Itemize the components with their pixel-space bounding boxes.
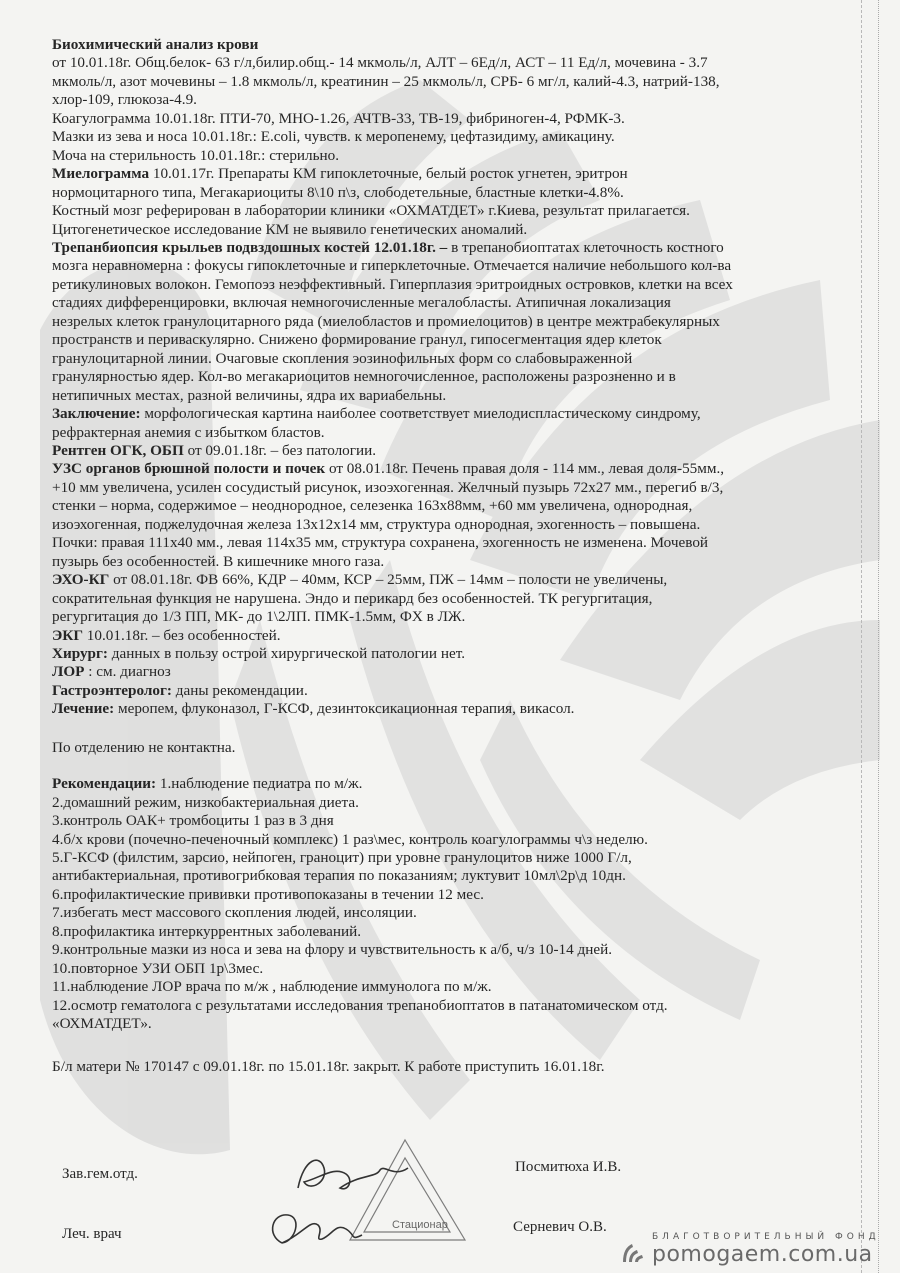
document-line bbox=[52, 997, 822, 1015]
document-line bbox=[52, 904, 822, 922]
line-text: Мазки из зева и носа 10.01.18г.: E.coli, чувств. к меропенему, цефтазидиму, амикацину. bbox=[52, 128, 615, 146]
line-heading: Лечение: bbox=[52, 700, 115, 718]
line-text: 10.01.18г. – без особенностей. bbox=[82, 626, 281, 644]
attending-doctor-name: Серневич О.В. bbox=[513, 1219, 607, 1235]
line-heading: ЭКГ bbox=[52, 626, 83, 644]
line-text: нетипичных местах, разной величины, ядра их вариабельны. bbox=[52, 386, 447, 404]
line-text: «ОХМАТДЕТ». bbox=[52, 1015, 152, 1033]
line-text: морфологическая картина наиболее соответствует миелодиспластическому синдрому, bbox=[140, 405, 701, 423]
line-heading: Рентген ОГК, ОБП bbox=[52, 441, 184, 459]
line-text: меропем, флуконазол, Г-КСФ, дезинтоксикационная терапия, викасол. bbox=[114, 700, 575, 718]
line-text: ретикулиновых волокон. Гемопоэз неэффективный. Гиперплазия эритроидных островков, клетки на всех bbox=[52, 275, 733, 293]
document-line bbox=[52, 534, 822, 552]
document-line bbox=[52, 886, 822, 904]
charity-tagline: БЛАГОТВОРИТЕЛЬНЫЙ ФОНД bbox=[652, 1232, 880, 1242]
line-heading: УЗС органов брюшной полости и почек bbox=[52, 460, 326, 478]
document-line bbox=[52, 91, 822, 109]
document-line bbox=[52, 831, 822, 849]
line-text: 9.контрольные мазки из носа и зева на флору и чувствительность к а/б, ч/з 10-14 дней. bbox=[52, 941, 613, 959]
line-text: 2.домашний режим, низкобактериальная диета. bbox=[52, 793, 359, 811]
document-line bbox=[52, 849, 822, 867]
line-text: от 10.01.18г. Общ.белок- 63 г/л,билир.общ.- 14 мкмоль/л, АЛТ – 6Ед/л, АСТ – 11 Ед/л, мочевина - 3.7 bbox=[52, 54, 708, 72]
line-text: от 09.01.18г. – без патологии. bbox=[183, 441, 377, 459]
line-text: в трепанобиоптатах клеточность костного bbox=[447, 238, 724, 256]
line-text: регургитация до 1/3 ПП, МК- до 1\2ЛП. ПМК-1.5мм, ФХ в ЛЖ. bbox=[52, 608, 466, 626]
line-heading: Гастроэнтеролог: bbox=[52, 681, 172, 699]
document-line bbox=[52, 663, 822, 681]
document-line bbox=[52, 350, 822, 368]
document-line bbox=[52, 221, 822, 239]
line-text: 5.Г-КСФ (филстим, зарсио, нейпоген, граноцит) при уровне гранулоцитов ниже 1000 Г/л, bbox=[52, 849, 632, 867]
document-line bbox=[52, 794, 822, 812]
page-edge-scan-artifact bbox=[861, 0, 892, 1273]
line-text: Цитогенетическое исследование КМ не выявило генетических аномалий. bbox=[52, 220, 528, 238]
page-edge-scan-artifact bbox=[878, 0, 880, 1273]
document-line bbox=[52, 128, 822, 146]
line-heading: Хирург: bbox=[52, 644, 108, 662]
document-line bbox=[52, 387, 822, 405]
line-text: 11.наблюдение ЛОР врача по м/ж , наблюдение иммунолога по м/ж. bbox=[52, 978, 492, 996]
line-text: Почки: правая 111х40 мм., левая 114х35 мм, структура сохранена, эхогенность не изменена. Мочевой bbox=[52, 534, 709, 552]
line-text: нормоцитарного типа, Мегакариоциты 8\10 п\з, слободетельные, бластные клетки-4.8%. bbox=[52, 183, 624, 201]
document-line bbox=[52, 497, 822, 515]
line-heading: Миелограмма bbox=[52, 165, 150, 183]
line-text: даны рекомендации. bbox=[171, 681, 308, 699]
line-text: от 08.01.18г. ФВ 66%, КДР – 40мм, КСР – 25мм, ПЖ – 14мм – полости не увеличены, bbox=[109, 571, 668, 589]
head-of-department-name: Посмитюха И.В. bbox=[515, 1159, 622, 1175]
document-line bbox=[52, 978, 822, 996]
document-line bbox=[52, 812, 822, 830]
document-line bbox=[52, 257, 822, 275]
document-line bbox=[52, 73, 822, 91]
document-line bbox=[52, 165, 822, 183]
document-line bbox=[52, 405, 822, 423]
document-line bbox=[52, 1058, 822, 1076]
document-line bbox=[52, 294, 822, 312]
line-text: Костный мозг реферирован в лаборатории клиники «ОХМАТДЕТ» г.Киева, результат прилагается. bbox=[52, 202, 690, 220]
document-line bbox=[52, 590, 822, 608]
document-body bbox=[52, 36, 822, 1076]
line-heading: ЭХО-КГ bbox=[52, 571, 110, 589]
document-line bbox=[52, 739, 822, 757]
line-text: : см. диагноз bbox=[84, 663, 171, 681]
document-line bbox=[52, 54, 822, 72]
line-heading: Рекомендации: bbox=[52, 775, 157, 793]
line-text: 1.наблюдение педиатра по м/ж. bbox=[156, 775, 363, 793]
document-line bbox=[52, 331, 822, 349]
line-text: 10.повторное УЗИ ОБП 1р\3мес. bbox=[52, 959, 264, 977]
line-text: стадиях дифференцировки, включая немногочисленные мегалобласты. Атипичная локализация bbox=[52, 294, 671, 312]
line-text: стенки – норма, содержимое – неоднородное, селезенка 163х88мм, +60 мм увеличена, однородная, bbox=[52, 497, 693, 515]
attending-doctor-label: Леч. врач bbox=[62, 1226, 122, 1242]
line-text: изоэхогенная, поджелудочная железа 13х12х14 мм, структура однородная, эхогенность – повышена. bbox=[52, 515, 701, 533]
document-line bbox=[52, 368, 822, 386]
line-text: пространств и периваскулярно. Снижено формирование гранул, гипосегментация ядер клеток bbox=[52, 331, 662, 349]
document-line bbox=[52, 960, 822, 978]
document-line bbox=[52, 479, 822, 497]
document-line bbox=[52, 276, 822, 294]
document-line bbox=[52, 516, 822, 534]
line-text: 6.профилактические прививки противопоказаны в течении 12 мес. bbox=[52, 885, 484, 903]
document-line bbox=[52, 110, 822, 128]
document-line bbox=[52, 682, 822, 700]
document-line bbox=[52, 202, 822, 220]
line-text: рефрактерная анемия с избытком бластов. bbox=[52, 423, 325, 441]
document-line bbox=[52, 442, 822, 460]
line-text: 3.контроль ОАК+ тромбоциты 1 раз в 3 дня bbox=[52, 812, 334, 830]
line-text: 4.б/х крови (почечно-печеночный комплекс) 1 раз\мес, контроль коагулограммы ч\з неделю. bbox=[52, 830, 648, 848]
line-text: 12.осмотр гематолога с результатами исследования трепанобиоптатов в патанатомическом отд. bbox=[52, 996, 668, 1014]
document-line bbox=[52, 184, 822, 202]
line-text: гранулоцитарной линии. Очаговые скопления эозинофильных форм со слабовыраженной bbox=[52, 349, 633, 367]
document-line bbox=[52, 645, 822, 663]
charity-website: pomogaem.com.ua bbox=[652, 1242, 873, 1267]
document-line bbox=[52, 239, 822, 257]
document-line bbox=[52, 608, 822, 626]
line-text: Б/л матери № 170147 с 09.01.18г. по 15.01.18г. закрыт. К работе приступить 16.01.18г. bbox=[52, 1057, 605, 1075]
line-heading: ЛОР bbox=[52, 663, 85, 681]
document-line bbox=[52, 923, 822, 941]
line-text: мозга неравномерна : фокусы гипоклеточные и гиперклеточные. Отмечается наличие небольшого кол-ва bbox=[52, 257, 732, 275]
charity-fund-watermark bbox=[620, 1230, 900, 1273]
line-text: данных в пользу острой хирургической патологии нет. bbox=[107, 644, 465, 662]
document-line bbox=[52, 553, 822, 571]
document-line bbox=[52, 147, 822, 165]
line-text: По отделению не контактна. bbox=[52, 738, 236, 756]
line-text: мкмоль/л, азот мочевины – 1.8 мкмоль/л, креатинин – 25 мкмоль/л, СРБ- 6 мг/л, калий-4.3, натрий-138, bbox=[52, 72, 720, 90]
line-text: хлор-109, глюкоза-4.9. bbox=[52, 91, 197, 109]
line-text: 10.01.17г. Препараты КМ гипоклеточные, белый росток угнетен, эритрон bbox=[149, 165, 628, 183]
document-line bbox=[52, 627, 822, 645]
document-line bbox=[52, 941, 822, 959]
line-text: пузырь без особенностей. В кишечнике много газа. bbox=[52, 552, 385, 570]
document-line bbox=[52, 313, 822, 331]
doctor-signature bbox=[262, 1205, 382, 1255]
document-line bbox=[52, 36, 822, 54]
line-text: Коагулограмма 10.01.18г. ПТИ-70, МНО-1.26, АЧТВ-33, ТВ-19, фибриноген-4, РФМК-3. bbox=[52, 109, 625, 127]
line-heading: Биохимический анализ крови bbox=[52, 36, 259, 53]
line-text: 8.профилактика интеркуррентных заболеваний. bbox=[52, 922, 362, 940]
document-line bbox=[52, 700, 822, 718]
line-text: незрелых клеток гранулоцитарного ряда (миелобластов и промиелоцитов) в центре межтрабекулярных bbox=[52, 312, 720, 330]
document-line bbox=[52, 1015, 822, 1033]
line-text: сократительная функция не нарушена. Эндо и перикард без особенностей. ТК регургитация, bbox=[52, 589, 653, 607]
line-text: 7.избегать мест массового скопления людей, инсоляции. bbox=[52, 904, 417, 922]
line-text: +10 мм увеличена, усилен сосудистый рисунок, изоэхогенная. Желчный пузырь 72х27 мм., перегиб в/3, bbox=[52, 478, 724, 496]
document-line bbox=[52, 775, 822, 793]
document-line bbox=[52, 424, 822, 442]
line-text: от 08.01.18г. Печень правая доля - 114 мм., левая доля-55мм., bbox=[325, 460, 725, 478]
document-line bbox=[52, 867, 822, 885]
line-heading: Трепанбиопсия крыльев подвздошных костей 12.01.18г. – bbox=[52, 238, 448, 256]
line-text: Моча на стерильность 10.01.18г.: стерильно. bbox=[52, 146, 340, 164]
stamp-center-text: Стационар bbox=[392, 1219, 448, 1231]
charity-logo-icon bbox=[620, 1238, 646, 1264]
line-heading: Заключение: bbox=[52, 405, 141, 423]
document-line bbox=[52, 460, 822, 478]
head-of-department-label: Зав.гем.отд. bbox=[62, 1166, 138, 1182]
document-line bbox=[52, 571, 822, 589]
line-text: гранулярностью ядер. Кол-во мегакариоцитов немногочисленное, расположены разрозненно и в bbox=[52, 368, 676, 386]
line-text: антибактериальная, противогрибковая терапия по показаниям; луктувит 10мл\2р\д 10дн. bbox=[52, 867, 626, 885]
head-signature bbox=[290, 1148, 430, 1203]
